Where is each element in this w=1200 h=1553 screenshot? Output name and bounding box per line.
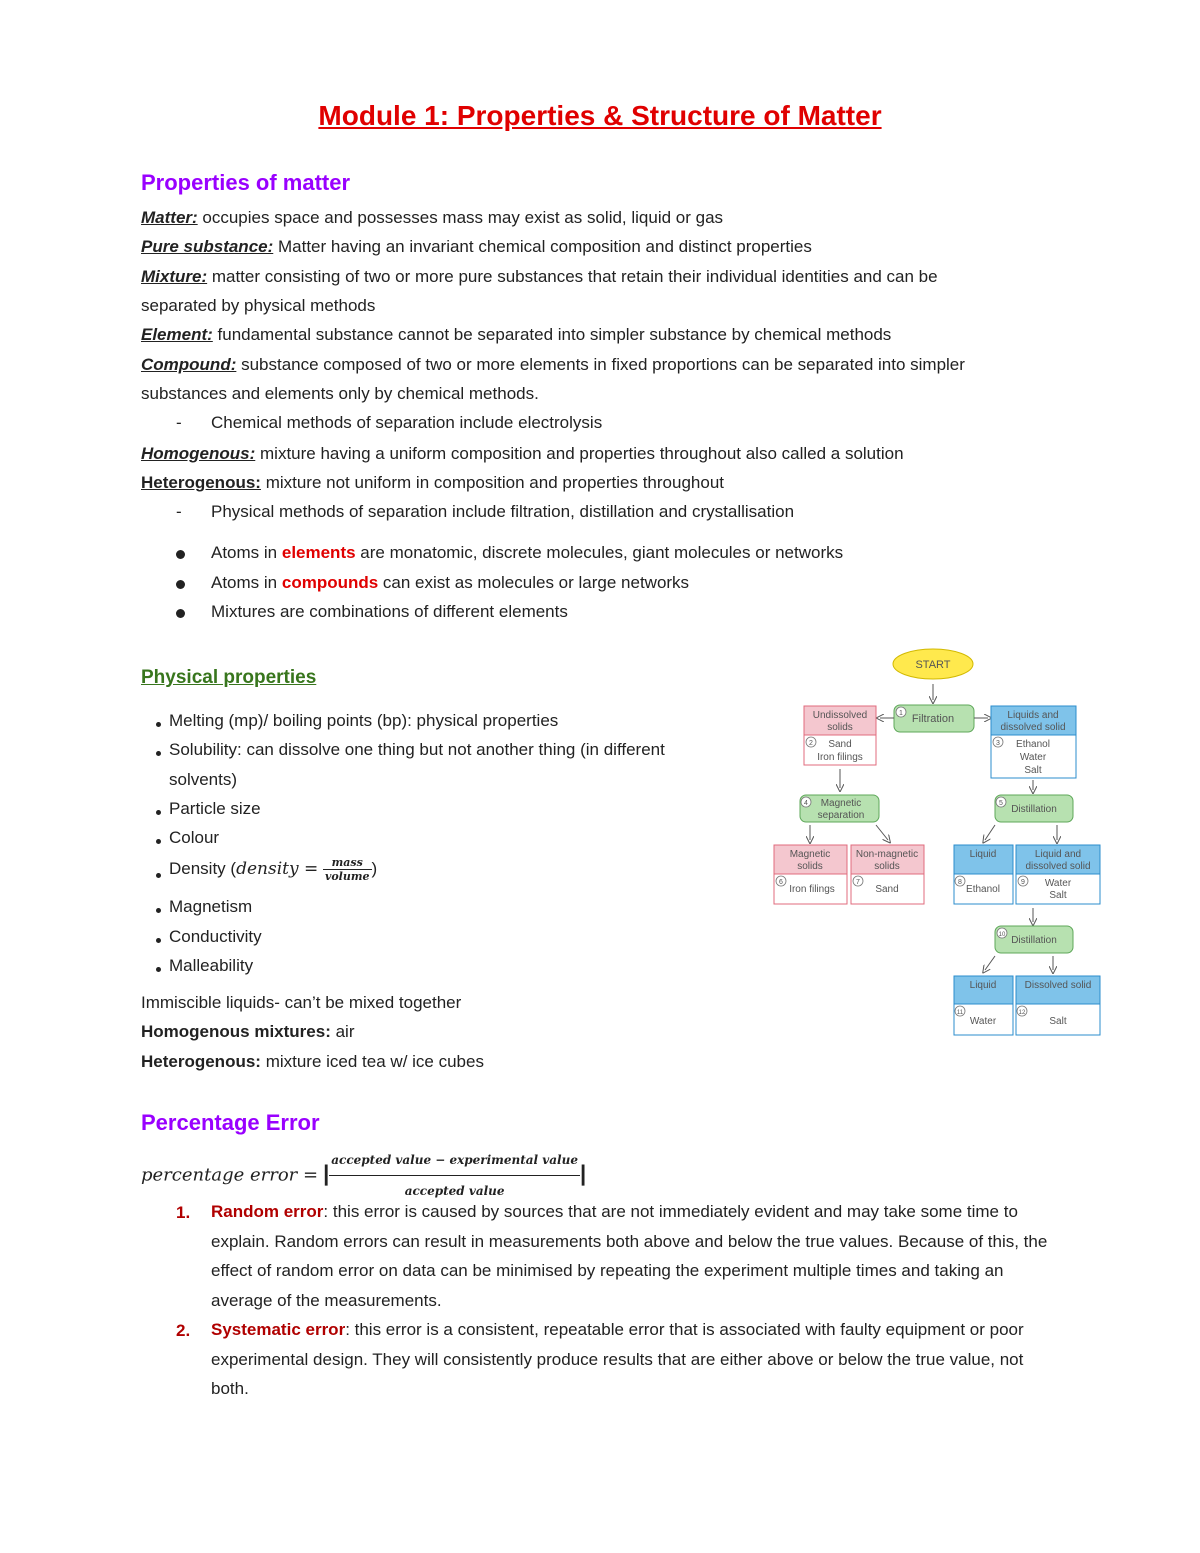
page-title: Module 1: Properties & Structure of Matter <box>318 100 882 131</box>
density-denominator: volume <box>324 870 370 883</box>
definition-compound-cont: substances and elements only by chemical methods. <box>141 384 539 403</box>
density-numerator: mass <box>323 856 372 870</box>
property-magnetism: Magnetism <box>169 897 253 916</box>
density-close: ) <box>371 858 378 878</box>
formula-denominator: accepted value <box>404 1184 505 1198</box>
distillation-label-1: Distillation <box>1011 804 1057 815</box>
undissolved-item-sand: Sand <box>828 739 852 750</box>
formula-numerator: accepted value − experimental value <box>329 1145 580 1176</box>
heading-percentage-error: Percentage Error <box>141 1110 320 1135</box>
undissolved-item-iron: Iron filings <box>817 752 863 763</box>
term-label: Mixture: <box>141 267 208 286</box>
property-melting: Melting (mp)/ boiling points (bp): physical properties <box>169 711 559 730</box>
random-error-text: : this error is caused by sources that are not immediately evident and may take some time to explain. Random errors can result in measurements both above and below the true values. Because of this, the effect of random error on data can be minimised by repeating the experiment multiple times and taking an average of the measurements. <box>211 1202 1048 1310</box>
term-label: Pure substance: <box>141 237 274 256</box>
term-label: Compound: <box>141 355 237 374</box>
liquids-label-2: dissolved solid <box>1000 722 1066 733</box>
note-text: mixture iced tea w/ ice cubes <box>260 1052 484 1071</box>
undissolved-label-2: solids <box>827 722 853 733</box>
bullet-item-mixtures: Mixtures are combinations of different elements <box>211 602 568 621</box>
magnetic-label-1: Magnetic <box>820 798 862 809</box>
property-particle-size: Particle size <box>169 799 261 818</box>
liquids-item-water: Water <box>1019 752 1047 763</box>
liqdis-item-water: Water <box>1044 878 1072 889</box>
liqdis-label-1: Liquid and <box>1034 849 1082 860</box>
filtration-label: Filtration <box>911 713 955 725</box>
density-equation-lhs: density = <box>236 858 319 879</box>
step-number: 7 <box>856 879 860 886</box>
property-malleability: Malleability <box>169 956 254 975</box>
bullet-text: can exist as molecules or large networks <box>378 573 690 592</box>
highlight-elements: elements <box>281 543 356 562</box>
magnetic-label-2: separation <box>817 810 865 821</box>
list-number: 1. <box>176 1203 191 1222</box>
definition-text: Matter having an invariant chemical composition and distinct properties <box>273 237 812 256</box>
arrow-dist2-liquid <box>985 956 995 970</box>
term-label: Matter: <box>141 208 198 227</box>
list-number: 2. <box>176 1321 191 1340</box>
property-conductivity: Conductivity <box>169 927 262 946</box>
property-solubility-cont: solvents) <box>169 770 238 789</box>
note-text: air <box>330 1022 355 1041</box>
heading-properties-of-matter: Properties of matter <box>141 170 351 195</box>
bullet-text: Atoms in <box>211 573 282 592</box>
nonmag-label-1: Non-magnetic <box>855 849 919 860</box>
start-label: START <box>915 659 951 671</box>
systematic-error-text: : this error is a consistent, repeatable error that is associated with faulty equipment or poor experimental design. They will consistently produce results that are either above or below the true value, not both. <box>211 1320 1024 1399</box>
step-number: 4 <box>804 800 808 807</box>
bullet-text: are monatomic, discrete molecules, giant molecules or networks <box>355 543 844 562</box>
systematic-error-term: Systematic error <box>211 1320 346 1339</box>
step-number: 6 <box>779 879 783 886</box>
step-number: 2 <box>809 740 813 747</box>
term-label: Element: <box>141 325 213 344</box>
definition-text: mixture not uniform in composition and properties throughout <box>260 473 724 492</box>
liquids-item-ethanol: Ethanol <box>1016 739 1050 750</box>
definition-text: matter consisting of two or more pure substances that retain their individual identities and can be <box>207 267 938 286</box>
highlight-compounds: compounds <box>281 573 379 592</box>
definition-text: occupies space and possesses mass may exist as solid, liquid or gas <box>197 208 724 227</box>
liqdis-item-salt: Salt <box>1049 890 1067 901</box>
formula-lhs: percentage error = <box>141 1164 319 1186</box>
definition-mixture-cont: separated by physical methods <box>141 296 376 315</box>
magsolids-item-iron: Iron filings <box>789 884 835 895</box>
dash-item-physical-methods: Physical methods of separation include filtration, distillation and crystallisation <box>211 502 795 521</box>
arrow-magnetic-nonmag <box>876 825 888 840</box>
heading-physical-properties: Physical properties <box>141 667 317 688</box>
step-number: 5 <box>999 800 1003 807</box>
liquids-label-1: Liquids and <box>1007 710 1059 721</box>
step-number: 9 <box>1021 879 1025 886</box>
magsolids-label-2: solids <box>797 861 823 872</box>
step-number: 1 <box>899 710 903 717</box>
liquid2-label: Liquid <box>969 980 997 991</box>
step-number: 8 <box>958 879 962 886</box>
magsolids-label-1: Magnetic <box>789 849 831 860</box>
dissolved-item-salt: Salt <box>1049 1016 1067 1027</box>
note-immiscible: Immiscible liquids- can’t be mixed together <box>141 993 462 1012</box>
term-label: Homogenous: <box>141 444 256 463</box>
nonmag-item-sand: Sand <box>875 884 899 895</box>
term-label: Homogenous mixtures: <box>141 1022 331 1041</box>
term-label: Heterogenous: <box>141 473 261 492</box>
step-number: 11 <box>956 1010 964 1016</box>
undissolved-label-1: Undissolved <box>812 710 868 721</box>
abs-bar-left: | <box>323 1160 330 1186</box>
nonmag-label-2: solids <box>874 861 900 872</box>
property-solubility: Solubility: can dissolve one thing but not another thing (in different <box>169 740 665 759</box>
systematic-error-paragraph <box>211 1315 1061 1404</box>
dash-item-chemical-methods: Chemical methods of separation include electrolysis <box>211 413 603 432</box>
step-number: 12 <box>1018 1010 1026 1016</box>
definition-text: fundamental substance cannot be separated into simpler substance by chemical methods <box>212 325 892 344</box>
bullet-text: Atoms in <box>211 543 282 562</box>
step-number: 3 <box>996 740 1000 747</box>
dash-marker: - <box>176 502 182 521</box>
liqdis-label-2: dissolved solid <box>1025 861 1091 872</box>
dissolved-label: Dissolved solid <box>1024 980 1092 991</box>
density-label: Density ( <box>169 858 237 878</box>
liquid1-item-ethanol: Ethanol <box>966 884 1000 895</box>
step-number: 10 <box>998 932 1006 938</box>
liquid1-label: Liquid <box>969 849 997 860</box>
arrow-dist1-liquid <box>985 825 995 840</box>
definition-text: substance composed of two or more elements in fixed proportions can be separated into simpler <box>236 355 965 374</box>
distillation-label-2: Distillation <box>1011 935 1057 946</box>
abs-bar-right: | <box>579 1160 587 1186</box>
random-error-term: Random error <box>211 1202 324 1221</box>
term-label: Heterogenous: <box>141 1052 261 1071</box>
liquid2-item-water: Water <box>969 1016 997 1027</box>
definition-text: mixture having a uniform composition and properties throughout also called a solution <box>255 444 904 463</box>
property-colour: Colour <box>169 828 220 847</box>
dash-marker: - <box>176 413 182 432</box>
liquids-item-salt: Salt <box>1024 765 1042 776</box>
random-error-paragraph <box>211 1197 1061 1315</box>
